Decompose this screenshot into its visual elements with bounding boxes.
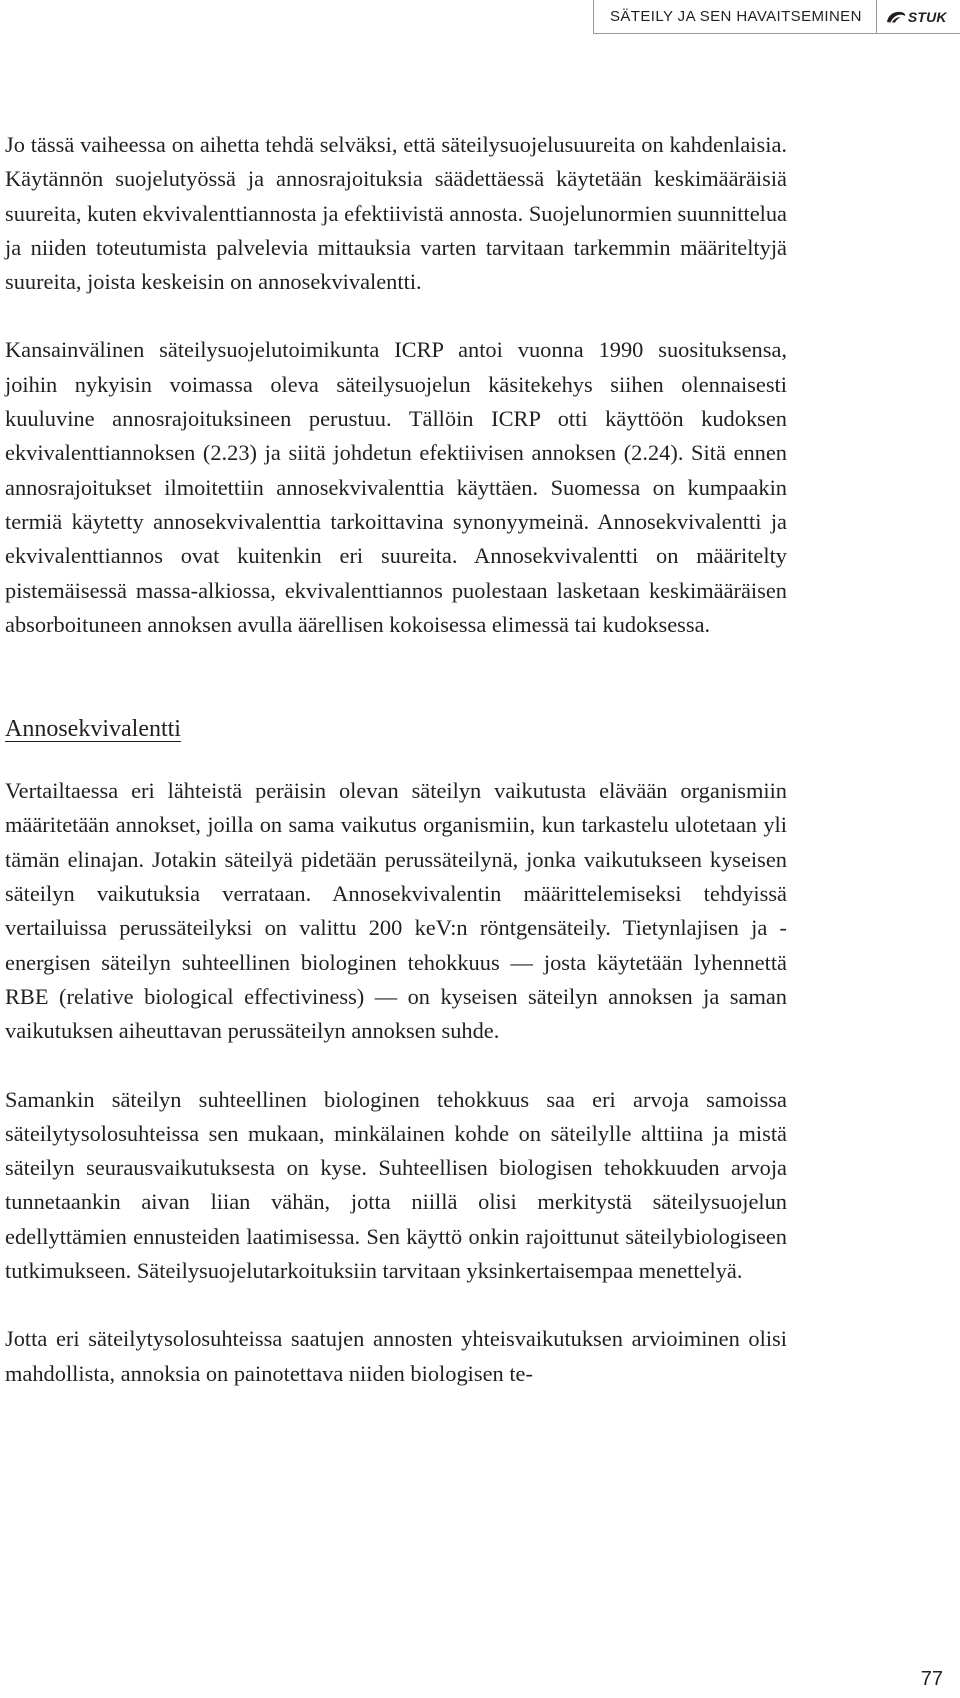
page-number: 77 <box>920 1668 943 1690</box>
stuk-logo <box>877 0 947 34</box>
stuk-logo-icon <box>886 10 906 24</box>
body-paragraph: Jo tässä vaiheessa on aihetta tehdä selväksi, että säteilysuojelusuureita on kahdenlaisia. Käytännön suojelutyössä ja annosrajoituksia säädettäessä käytetään keskimääräisiä suureita, kuten ekvivalenttiannosta ja efektiivistä annosta. Suojelunormien suunnittelua ja niiden toteutumista palvelevia mittauksia varten tarvitaan tarkemmin määriteltyjä suureita, joista keskeisin on annosekvivalentti. <box>5 132 787 295</box>
body-paragraph: Vertailtaessa eri lähteistä peräisin olevan säteilyn vaikutusta elävään organismiin määritetään annokset, joilla on sama vaikutus organismiin, kun tarkastelu ulotetaan yli tämän elinajan. Jotakin säteilyä pidetään perussäteilynä, jonka vaikutukseen kyseisen säteilyn vaikutuksia verrataan. Annosekvivalentin määrittelemiseksi tehdyissä vertailuissa perussäteilyksi on valittu 200 keV:n röntgensäteily. Tietynlajisen ja -energisen säteilyn suhteellinen biologinen tehokkuus — josta käytetään lyhennettä RBE (relative biological effectiviness) — on kyseisen säteilyn annoksen ja saman vaikutuksen aiheuttavan perussäteilyn annoksen suhde. <box>5 778 787 1044</box>
header-title: SÄTEILY JA SEN HAVAITSEMINEN <box>610 8 862 25</box>
body-paragraph: Jotta eri säteilytysolosuhteissa saatujen annosten yhteisvaikutuksen arvioiminen olisi mahdollista, annoksia on painotettava niiden biologisen te- <box>5 1326 787 1386</box>
body-paragraph: Kansainvälinen säteilysuojelutoimikunta ICRP antoi vuonna 1990 suosituksensa, joihin nykyisin voimassa oleva säteilysuojelun käsitekehys siihen olennaisesti kuuluvine annosrajoituksineen perustuu. Tällöin ICRP otti käyttöön kudoksen ekvivalenttiannoksen (2.23) ja siitä johdetun efektiivisen annoksen (2.24). Sitä ennen annosrajoitukset ilmoitettiin annosekvivalenttia käyttäen. Suomessa on kumpaakin termiä käytetty annosekvivalenttia tarkoittavina synonyymeinä. Annosekvivalentti ja ekvivalenttiannos ovat kuitenkin eri suureita. Annosekvivalentti on määritelty pistemäisessä massa-alkiossa, ekvivalenttiannos puolestaan lasketaan keskimääräisen absorboituneen annoksen avulla äärellisen kokoisessa elimessä tai kudoksessa. <box>5 337 787 637</box>
running-header <box>593 0 960 34</box>
body-paragraph: Samankin säteilyn suhteellinen biologinen tehokkuus saa eri arvoja samoissa säteilytysolosuhteissa sen mukaan, minkälainen kohde on säteilylle alttiina ja mistä säteilyn seurausvaikutuksesta on kyse. Suhteellisen biologisen tehokkuuden arvoja tunnetaankin aivan liian vähän, jotta niillä olisi merkitystä säteilysuojelun edellyttämien ennusteiden laatimisessa. Sen käyttö onkin rajoittunut säteilybiologiseen tutkimukseen. Säteilysuojelutarkoituksiin tarvitaan yksinkertaisempaa menettelyä. <box>5 1086 787 1284</box>
logo-text: STUK <box>907 8 947 25</box>
section-heading: Annosekvivalentti <box>5 716 181 743</box>
page-body <box>5 128 787 1391</box>
